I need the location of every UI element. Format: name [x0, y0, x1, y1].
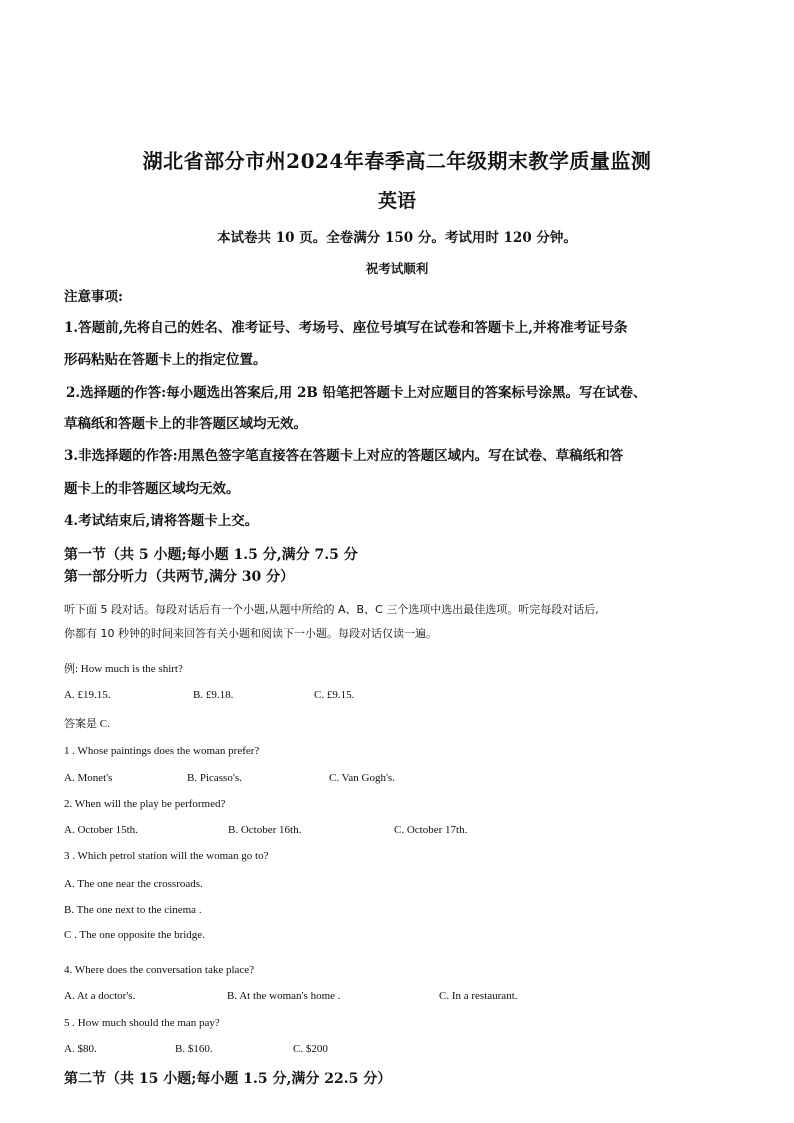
note-3-line-2: 题卡上的非答题区域均无效。: [64, 481, 240, 497]
question-5-option-c: C. $200: [293, 1043, 328, 1055]
instructions-line-2: 你都有 10 秒钟的时间来回答有关小题和阅读下一小题。每段对话仅读一遍。: [64, 627, 437, 640]
question-2-option-c: C. October 17th.: [394, 824, 468, 836]
note-2-line-1: 2.选择题的作答:每小题选出答案后,用 2B 铅笔把答题卡上对应题目的答案标号涂黑。写在试卷、: [66, 385, 647, 401]
question-1-option-b: B. Picasso's.: [187, 772, 242, 784]
exam-title: 湖北省部分市州2024年春季高二年级期末教学质量监测: [142, 149, 652, 173]
good-luck-text: 祝考试顺利: [365, 261, 429, 276]
question-3-option-b: B. The one next to the cinema .: [64, 904, 202, 916]
question-1-option-c: C. Van Gogh's.: [329, 772, 395, 784]
note-1-line-1: 1.答题前,先将自己的姓名、准考证号、考场号、座位号填写在试卷和答题卡上,并将准考证号条: [64, 320, 628, 336]
question-4-option-b: B. At the woman's home .: [227, 990, 341, 1002]
question-5: 5 . How much should the man pay?: [64, 1017, 220, 1029]
section-2-heading: 第二节（共 15 小题;每小题 1.5 分,满分 22.5 分）: [64, 1071, 392, 1087]
question-1: 1 . Whose paintings does the woman prefer?: [64, 745, 260, 757]
example-answer: 答案是 C.: [64, 718, 110, 730]
question-2: 2. When will the play be performed?: [64, 798, 226, 810]
question-5-option-a: A. $80.: [64, 1043, 97, 1055]
question-3-option-c: C . The one opposite the bridge.: [64, 929, 205, 941]
question-3-option-a: A. The one near the crossroads.: [64, 878, 203, 890]
question-2-option-b: B. October 16th.: [228, 824, 302, 836]
instructions-line-1: 听下面 5 段对话。每段对话后有一个小题,从题中所给的 A、B、C 三个选项中选出最佳选项。听完每段对话后,: [64, 603, 599, 616]
question-4-option-c: C. In a restaurant.: [439, 990, 518, 1002]
example-question: 例: How much is the shirt?: [64, 663, 183, 675]
example-option-c: C. £9.15.: [314, 689, 355, 701]
notes-heading: 注意事项:: [64, 289, 123, 305]
note-1-line-2: 形码粘贴在答题卡上的指定位置。: [64, 352, 267, 368]
note-2-line-2: 草稿纸和答题卡上的非答题区域均无效。: [64, 416, 307, 432]
example-option-a: A. £19.15.: [64, 689, 111, 701]
note-4: 4.考试结束后,请将答题卡上交。: [64, 513, 259, 529]
question-1-option-a: A. Monet's: [64, 772, 113, 784]
question-4: 4. Where does the conversation take place?: [64, 964, 255, 976]
exam-info: 本试卷共 10 页。全卷满分 150 分。考试用时 120 分钟。: [217, 230, 577, 246]
part-1-heading: 第一部分听力（共两节,满分 30 分）: [64, 569, 295, 585]
question-5-option-b: B. $160.: [175, 1043, 213, 1055]
question-2-option-a: A. October 15th.: [64, 824, 138, 836]
question-4-option-a: A. At a doctor's.: [64, 990, 136, 1002]
question-3: 3 . Which petrol station will the woman go to?: [64, 850, 269, 862]
note-3-line-1: 3.非选择题的作答:用黑色签字笔直接答在答题卡上对应的答题区域内。写在试卷、草稿纸和答: [64, 448, 624, 464]
example-option-b: B. £9.18.: [193, 689, 234, 701]
section-1-heading: 第一节（共 5 小题;每小题 1.5 分,满分 7.5 分: [64, 547, 358, 563]
subject-title: 英语: [377, 190, 416, 212]
